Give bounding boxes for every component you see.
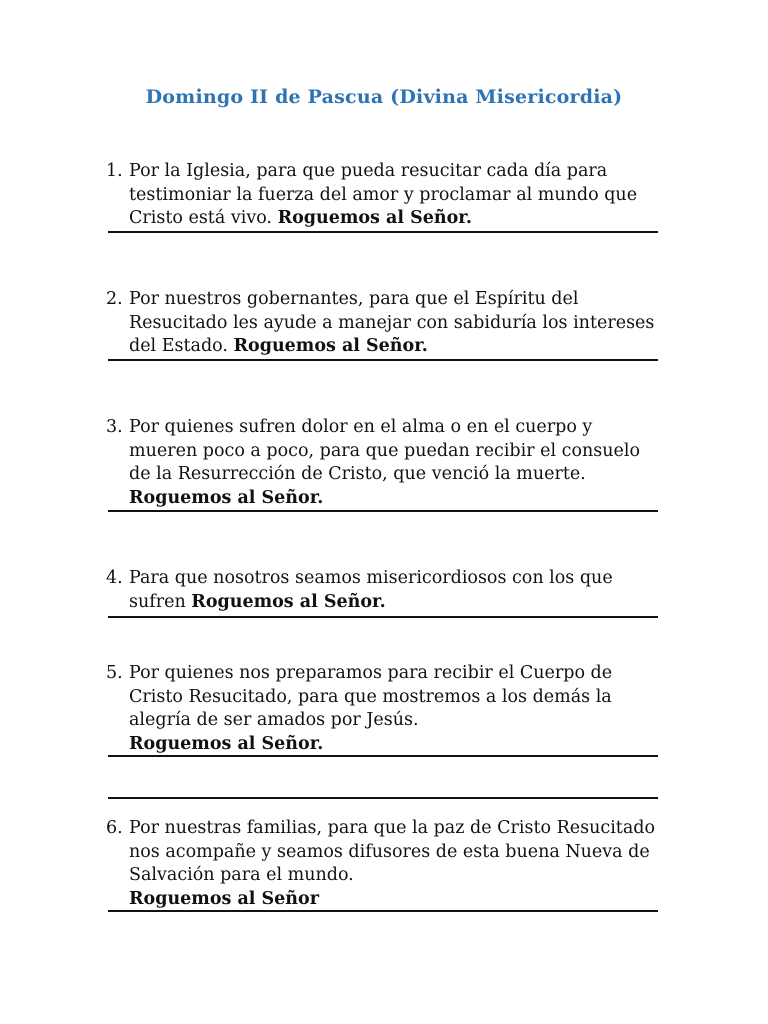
item-text: Por quienes sufren dolor en el alma o en el cuerpo y mueren poco a poco, para que puedan recibir el consuelo de la Resurrección de Cristo, que venció la muerte. [129,417,641,484]
item-closing: Roguemos al Señor. [129,487,324,508]
item-closing: Roguemos al Señor. [129,733,324,754]
divider-line [108,797,658,799]
item-body [129,416,656,510]
intention-item-1 [106,160,656,231]
item-number: 1. [106,161,123,181]
item-text: Para que nosotros seamos misericordiosos con los que sufren [129,568,613,612]
item-text: Por nuestros gobernantes, para que el Espíritu del Resucitado les ayude a manejar con sabiduría los intereses del Estado. [129,289,655,356]
item-closing: Roguemos al Señor. [277,208,472,228]
intention-item-4 [106,567,656,614]
item-body [129,662,656,756]
divider-line [108,231,658,233]
intention-item-6 [106,817,656,911]
divider-line [108,910,658,912]
item-body [129,160,656,231]
intention-item-5 [106,662,656,756]
item-body [129,567,656,614]
item-number: 3. [106,417,123,437]
item-text: Por quienes nos preparamos para recibir el Cuerpo de Cristo Resucitado, para que mostremos a los demás la alegría de ser amados por Jesús. [129,663,613,730]
item-body [129,288,656,359]
page-title: Domingo II de Pascua (Divina Misericordia) [145,86,623,108]
item-number: 5. [106,663,123,683]
item-text: Por la Iglesia, para que pueda resucitar cada día para testimoniar la fuerza del amor y proclamar al mundo que Cristo está vivo. [129,161,638,228]
item-number: 2. [106,289,123,309]
intention-item-2 [106,288,656,359]
item-closing: Roguemos al Señor [129,888,319,909]
item-number: 4. [106,568,123,588]
item-body [129,817,656,911]
item-number: 6. [106,818,123,838]
divider-line [108,755,658,757]
intention-item-3 [106,416,656,510]
item-closing: Roguemos al Señor. [191,591,386,612]
divider-line [108,616,658,618]
divider-line [108,510,658,512]
item-text: Por nuestras familias, para que la paz de Cristo Resucitado nos acompañe y seamos difusores de esta buena Nueva de Salvación para el mundo. [129,818,655,885]
item-closing: Roguemos al Señor. [233,336,428,356]
divider-line [108,359,658,361]
